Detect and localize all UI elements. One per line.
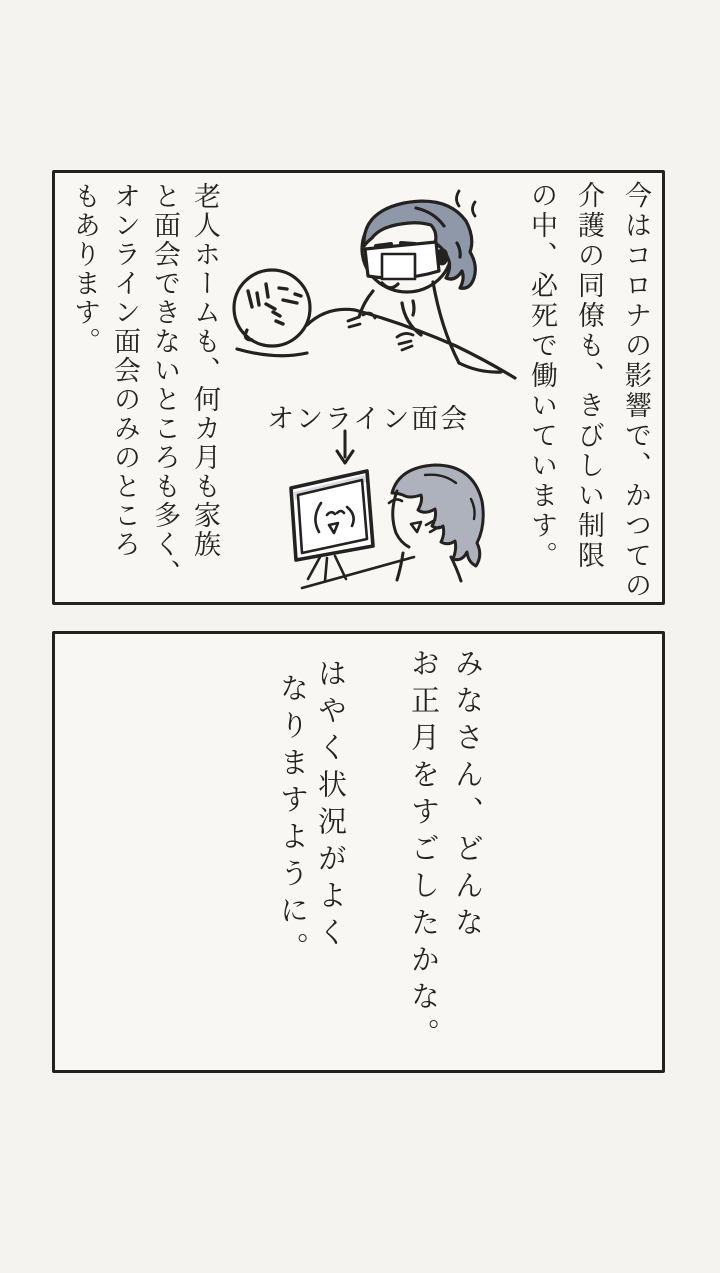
elder-woman-mouth	[411, 522, 421, 532]
narration-column: オンライン面会のみのところ	[109, 182, 140, 559]
narration-column: と面会できないところも多く、	[149, 182, 180, 588]
message-column: みなさん、どんな	[451, 648, 485, 944]
elder-woman-hair	[392, 465, 483, 566]
panel-bottom	[52, 631, 665, 1073]
message-column: なりますように。	[276, 673, 310, 969]
message-right	[402, 648, 490, 1055]
narration-column: 老人ホームも、何カ月も家族	[189, 182, 220, 559]
panel-top	[52, 170, 665, 605]
narration-left	[64, 182, 224, 588]
elder-woman-figure	[389, 465, 483, 581]
online-visit-caption: オンライン面会	[267, 404, 470, 435]
message-column: お正月をすごしたかな。	[407, 648, 441, 1055]
narration-right	[518, 181, 659, 601]
caregiver-figure	[348, 191, 501, 372]
bed-blanket-line	[307, 309, 515, 378]
online-visit-illustration	[275, 453, 491, 595]
patient-head	[234, 270, 310, 346]
face-mask-inner	[382, 254, 415, 279]
message-left	[274, 658, 350, 969]
tablet-screen	[291, 471, 373, 560]
narration-column: 介護の同僚も、きびしい制限	[573, 181, 604, 571]
narration-column: もあります。	[69, 182, 100, 356]
narration-column: の中、必死で働いています。	[526, 181, 557, 571]
elder-woman-neck	[397, 553, 461, 581]
narration-column: 今はコロナの影響で、かつての	[620, 181, 651, 601]
message-column: はやく状況がよく	[314, 658, 348, 954]
caregiver-scene-illustration	[221, 183, 517, 383]
bed-under-line	[237, 349, 307, 356]
